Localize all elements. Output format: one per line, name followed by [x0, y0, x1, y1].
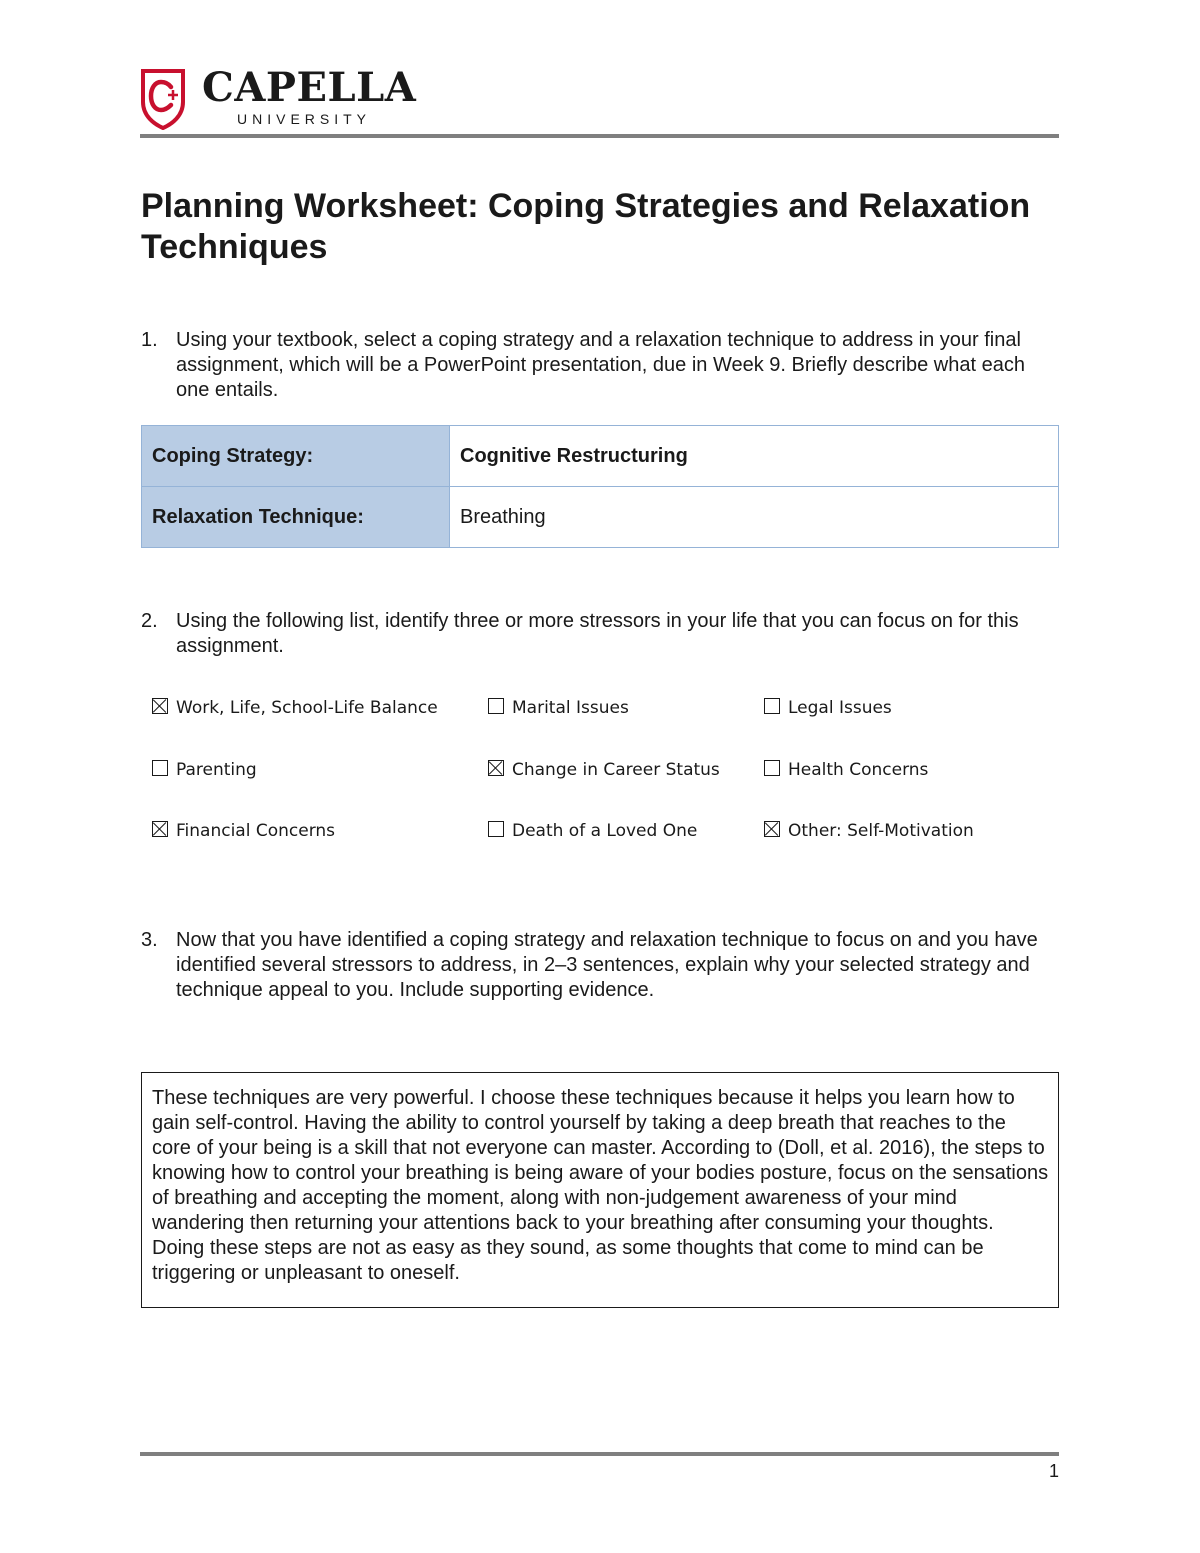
stressor-label: Other: Self-Motivation — [788, 821, 974, 841]
question-text: Using the following list, identify three or more stressors in your life that you can focus on for this assignment. — [176, 610, 1019, 657]
shield-icon — [140, 68, 186, 130]
stressor-item[interactable] — [488, 696, 629, 720]
page-number: 1 — [1048, 1461, 1059, 1481]
stressor-label: Financial Concerns — [176, 821, 336, 841]
question-3 — [141, 928, 1059, 1003]
question-1 — [141, 328, 1059, 403]
checkbox-checked[interactable] — [488, 760, 504, 776]
checkbox-unchecked[interactable] — [488, 698, 504, 714]
page-title: Planning Worksheet: Coping Strategies and Relaxation Techniques — [141, 187, 1031, 266]
question-number: 1. — [141, 329, 158, 351]
checkbox-checked[interactable] — [764, 821, 780, 837]
checkbox-unchecked[interactable] — [488, 821, 504, 837]
stressor-label: Change in Career Status — [512, 760, 720, 780]
stressor-label: Health Concerns — [788, 760, 929, 780]
relaxation-technique-label: Relaxation Technique: — [142, 487, 450, 548]
stressor-label: Marital Issues — [512, 698, 629, 718]
stressor-label: Death of a Loved One — [512, 821, 698, 841]
logo-subtitle: UNIVERSITY — [237, 111, 372, 127]
table-row — [142, 426, 1059, 487]
stressor-item[interactable] — [152, 696, 438, 720]
stressor-item[interactable] — [488, 758, 720, 782]
stressor-label: Work, Life, School-Life Balance — [176, 698, 438, 718]
stressor-item[interactable] — [764, 819, 974, 843]
header-rule — [140, 134, 1059, 138]
checkbox-unchecked[interactable] — [764, 698, 780, 714]
stressor-label: Parenting — [176, 760, 257, 780]
stressor-item[interactable] — [152, 758, 257, 782]
stressor-label: Legal Issues — [788, 698, 892, 718]
table-row — [142, 487, 1059, 548]
relaxation-technique-value[interactable]: Breathing — [450, 487, 1059, 548]
stressor-item[interactable] — [152, 819, 335, 843]
footer-rule — [140, 1452, 1059, 1456]
checkbox-unchecked[interactable] — [152, 760, 168, 776]
question-number: 3. — [141, 929, 158, 951]
coping-strategy-value[interactable]: Cognitive Restructuring — [450, 426, 1059, 487]
logo-name: CAPELLA — [202, 64, 417, 111]
question-text: Using your textbook, select a coping strategy and a relaxation technique to address in your final assignment, which will be a PowerPoint presentation, due in Week 9. Briefly describe what each one entails. — [176, 329, 1025, 401]
stressor-checklist — [152, 694, 1032, 854]
capella-logo — [140, 66, 430, 132]
strategy-table — [141, 425, 1059, 548]
coping-strategy-label: Coping Strategy: — [142, 426, 450, 487]
checkbox-unchecked[interactable] — [764, 760, 780, 776]
answer-text: These techniques are very powerful. I choose these techniques because it helps you learn how to gain self-control. Having the ability to control yourself by taking a deep breath that reaches to the core of your being is a skill that not everyone can master. According to (Doll, et al. 2016), the steps to knowing how to control your breathing is being aware of your bodies posture, focus on the sensations of breathing and accepting the moment, along with non-judgement awareness of your mind wandering then returning your attentions back to your breathing after consuming your thoughts. Doing these steps are not as easy as they sound, as some thoughts that come to mind can be triggering or unpleasant to oneself. — [152, 1087, 1049, 1284]
checkbox-checked[interactable] — [152, 698, 168, 714]
stressor-item[interactable] — [764, 696, 892, 720]
stressor-item[interactable] — [488, 819, 697, 843]
question-number: 2. — [141, 610, 158, 632]
question-text: Now that you have identified a coping strategy and relaxation technique to focus on and you have identified several stressors to address, in 2–3 sentences, explain why your selected strategy and technique appeal to you. Include supporting evidence. — [176, 929, 1038, 1001]
question-2 — [141, 609, 1059, 659]
answer-box[interactable] — [141, 1072, 1059, 1308]
stressor-item[interactable] — [764, 758, 928, 782]
checkbox-checked[interactable] — [152, 821, 168, 837]
